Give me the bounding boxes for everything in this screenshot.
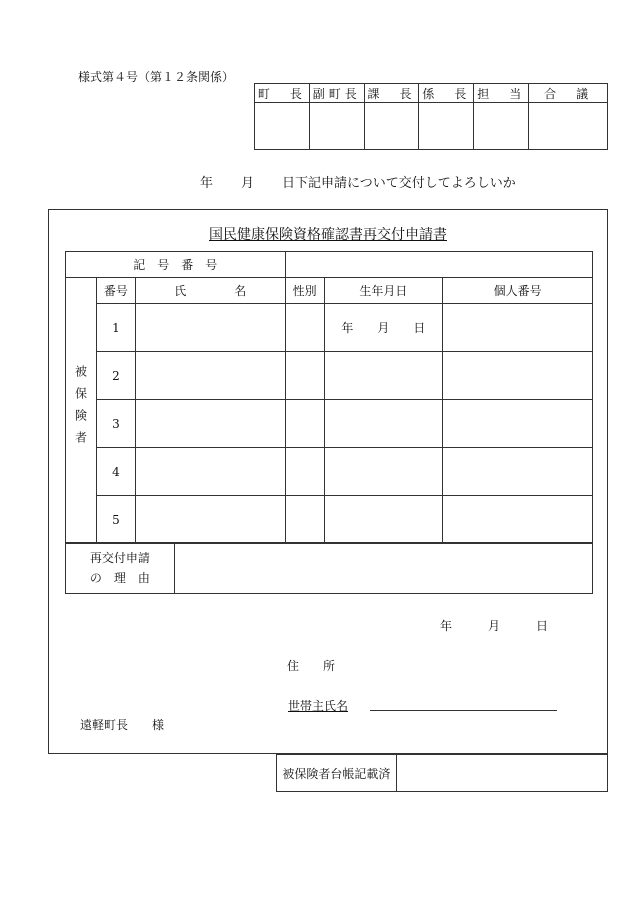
form-number: 様式第４号（第１２条関係） <box>78 70 235 84</box>
recipient: 遠軽町長 様 <box>80 718 165 732</box>
sex-input[interactable] <box>285 352 324 400</box>
column-sex: 性別 <box>285 278 324 304</box>
registry-recorded-label: 被保険者台帳記載済 <box>277 755 397 792</box>
householder-name-label: 世帯主氏名 <box>288 699 349 713</box>
approval-header-mayor: 町 長 <box>255 84 310 103</box>
column-birth-date: 生年月日 <box>324 278 443 304</box>
birth-date-input[interactable] <box>324 448 443 496</box>
approval-stamp-cell[interactable] <box>364 103 419 150</box>
birth-date-input[interactable] <box>324 496 443 544</box>
reason-label <box>66 543 175 594</box>
birth-date-input[interactable] <box>324 352 443 400</box>
householder-name-field[interactable] <box>370 710 557 711</box>
sex-input[interactable] <box>285 304 324 352</box>
row-number: 5 <box>96 496 135 544</box>
symbol-number-label: 記 号 番 号 <box>66 252 286 278</box>
approval-header-subsection-chief: 係 長 <box>419 84 474 103</box>
document-title <box>48 224 608 244</box>
birth-date-input[interactable] <box>324 400 443 448</box>
insured-table <box>65 251 593 544</box>
column-name: 氏 名 <box>135 278 285 304</box>
address-label: 住 所 <box>287 659 336 673</box>
reason-input[interactable] <box>174 543 592 594</box>
date-year: 年 <box>440 619 453 633</box>
personal-number-input[interactable] <box>443 400 593 448</box>
personal-number-input[interactable] <box>443 496 593 544</box>
name-input[interactable] <box>135 304 285 352</box>
sex-input[interactable] <box>285 448 324 496</box>
approval-stamp-cell[interactable] <box>529 103 608 150</box>
reason-label-line1: 再交付申請 <box>89 551 150 565</box>
approval-sentence <box>200 172 516 191</box>
name-input[interactable] <box>135 448 285 496</box>
approval-stamp-cell[interactable] <box>309 103 364 150</box>
row-number: 4 <box>96 448 135 496</box>
application-date <box>440 617 548 634</box>
approval-header-section-chief: 課 長 <box>364 84 419 103</box>
insured-label: 被保険者 <box>73 365 88 453</box>
personal-number-input[interactable] <box>443 448 593 496</box>
personal-number-input[interactable] <box>443 352 593 400</box>
approval-header-staff: 担 当 <box>474 84 529 103</box>
approval-month: 月 <box>241 176 255 191</box>
row-number: 3 <box>96 400 135 448</box>
name-input[interactable] <box>135 400 285 448</box>
row-number: 1 <box>96 304 135 352</box>
approval-rest: 日下記申請について交付してよろしいか <box>282 176 516 191</box>
reason-table <box>65 542 593 594</box>
approval-header-deputy-mayor: 副町長 <box>309 84 364 103</box>
registry-recorded-stamp[interactable] <box>396 755 607 792</box>
row-number: 2 <box>96 352 135 400</box>
symbol-number-input[interactable] <box>285 252 592 278</box>
column-number: 番号 <box>96 278 135 304</box>
sex-input[interactable] <box>285 496 324 544</box>
document-title-text: 国民健康保険資格確認書再交付申請書 <box>209 227 447 243</box>
approval-stamp-cell[interactable] <box>419 103 474 150</box>
name-input[interactable] <box>135 352 285 400</box>
personal-number-input[interactable] <box>443 304 593 352</box>
approval-year: 年 <box>200 176 214 191</box>
date-day: 日 <box>536 619 549 633</box>
reason-label-line2: の 理 由 <box>89 571 150 585</box>
sex-input[interactable] <box>285 400 324 448</box>
approval-stamp-cell[interactable] <box>474 103 529 150</box>
approval-stamp-table <box>254 83 608 150</box>
insured-label-cell <box>66 278 97 544</box>
approval-stamp-cell[interactable] <box>255 103 310 150</box>
column-personal-number: 個人番号 <box>443 278 593 304</box>
approval-header-consultation: 合 議 <box>529 84 608 103</box>
registry-recorded-box <box>276 754 608 792</box>
birth-date-input[interactable]: 年 月 日 <box>324 304 443 352</box>
name-input[interactable] <box>135 496 285 544</box>
date-month: 月 <box>488 619 501 633</box>
